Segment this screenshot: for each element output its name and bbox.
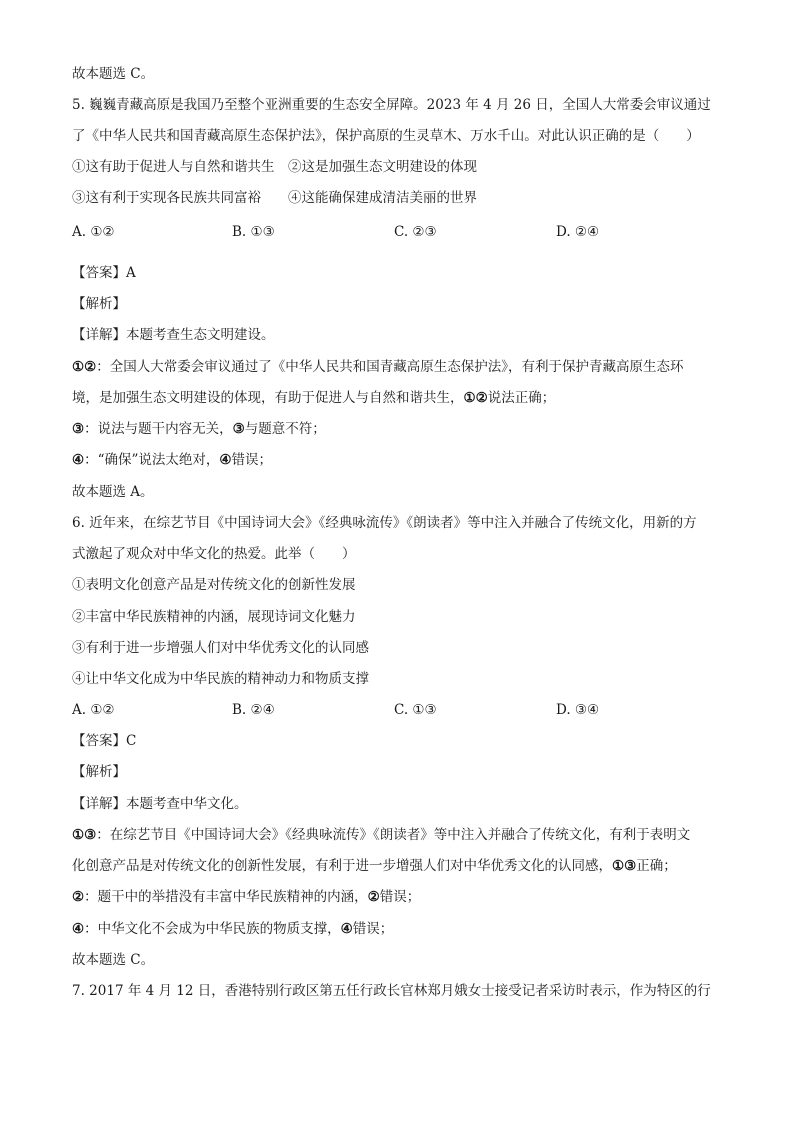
option-d: D. ③④ <box>556 702 600 718</box>
question-5-stem: 5. 巍巍青藏高原是我国乃至整个亚洲重要的生态安全屏障。2023 年 4 月 26 日，全国人大常委会审议通过 <box>72 97 711 113</box>
question-7-stem: 7. 2017 年 4 月 12 日，香港特别行政区第五任行政长官林郑月娥女士接受记者采访时表示，作为特区的行 <box>72 983 711 999</box>
detail-intro: 【详解】本题考查中华文化。 <box>72 796 248 812</box>
option-c: C. ①③ <box>394 702 437 718</box>
detail-line: ③：说法与题干内容无关，③与题意不符； <box>72 421 326 437</box>
detail-line: ①②：全国人大常委会审议通过了《中华人民共和国青藏高原生态保护法》，有利于保护青藏高原生态环 <box>72 359 684 375</box>
answer-conclusion: 故本题选 C。 <box>72 66 155 82</box>
analysis-label: 【解析】 <box>72 764 126 780</box>
option-a: A. ①② <box>72 224 115 240</box>
option-c: C. ②③ <box>394 224 437 240</box>
question-5-statements-1: ①这有助于促进人与自然和谐共生 ②这是加强生态文明建设的体现 <box>72 159 477 175</box>
detail-line: ④：“确保”说法太绝对，④错误； <box>72 452 273 468</box>
option-b: B. ②④ <box>232 702 275 718</box>
answer-conclusion: 故本题选 C。 <box>72 952 155 968</box>
question-6-statement: ②丰富中华民族精神的内涵，展现诗词文化魅力 <box>72 609 356 625</box>
answer-label: 【答案】A <box>72 265 136 281</box>
question-6-stem: 6. 近年来，在综艺节目《中国诗词大会》《经典咏流传》《朗读者》等中注入并融合了传统文化，用新的方 <box>72 515 697 531</box>
question-6-statement: ①表明文化创意产品是对传统文化的创新性发展 <box>72 577 356 593</box>
detail-line: ④：中华文化不会成为中华民族的物质支撑，④错误； <box>72 921 394 937</box>
option-d: D. ②④ <box>556 224 600 240</box>
detail-line: 境，是加强生态文明建设的体现，有助于促进人与自然和谐共生，①②说法正确； <box>72 390 556 406</box>
option-a: A. ①② <box>72 702 115 718</box>
detail-line: ②：题干中的举措没有丰富中华民族精神的内涵，②错误； <box>72 889 421 905</box>
question-6-stem-cont: 式激起了观众对中华文化的热爱。此举（ ） <box>72 546 356 562</box>
detail-line: 化创意产品是对传统文化的创新性发展，有利于进一步增强人们对中华优秀文化的认同感，①③正确； <box>72 858 677 874</box>
analysis-label: 【解析】 <box>72 296 126 312</box>
detail-intro: 【详解】本题考查生态文明建设。 <box>72 327 275 343</box>
question-6-statement: ③有利于进一步增强人们对中华优秀文化的认同感 <box>72 640 369 656</box>
detail-line: ①③：在综艺节目《中国诗词大会》《经典咏流传》《朗读者》等中注入并融合了传统文化，有利于表明文 <box>72 827 691 843</box>
question-5-stem-cont: 了《中华人民共和国青藏高原生态保护法》，保护高原的生灵草木、万水千山。对此认识正确的是（ ） <box>72 128 700 144</box>
answer-label: 【答案】C <box>72 733 137 749</box>
question-5-statements-2: ③这有利于实现各民族共同富裕 ④这能确保建成清洁美丽的世界 <box>72 190 477 206</box>
option-b: B. ①③ <box>232 224 275 240</box>
question-6-statement: ④让中华文化成为中华民族的精神动力和物质支撑 <box>72 671 369 687</box>
answer-conclusion: 故本题选 A。 <box>72 484 154 500</box>
